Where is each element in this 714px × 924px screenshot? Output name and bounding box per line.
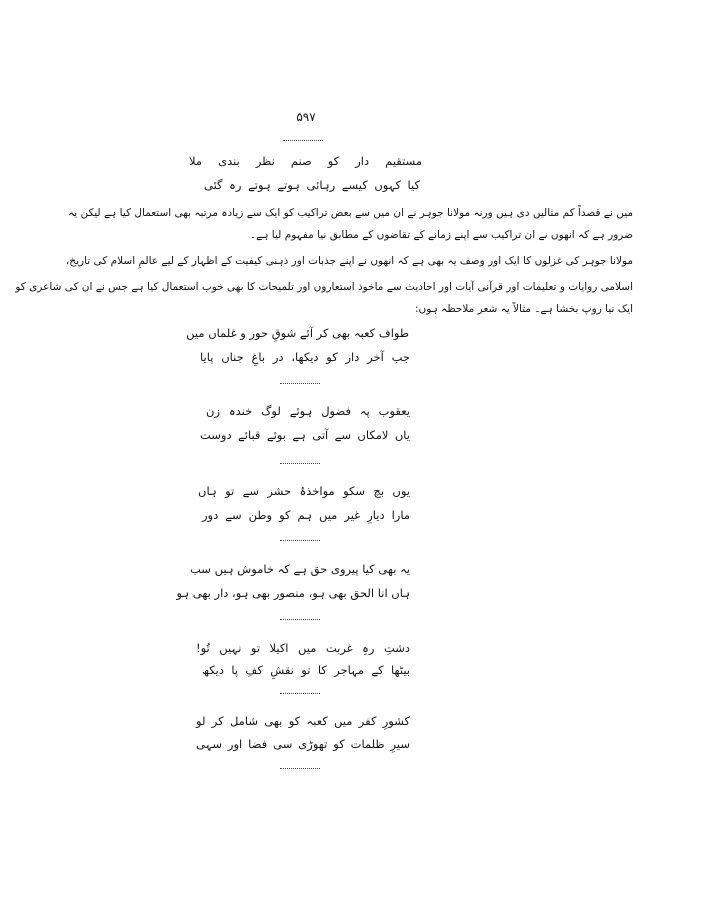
couplet-line: مارا دیارِ غیر میں ہم کو وطن سے دور [202, 508, 410, 522]
paragraph-line: ایک نیا روپ بخشا ہے۔ مثالاً یہ شعر ملاحظہ ہوں: [415, 303, 633, 315]
couplet-line: کشورِ کفر میں کعبہ کو بھی شامل کر لو [196, 714, 410, 728]
verse-separator [283, 140, 323, 143]
verse-separator [280, 693, 320, 696]
couplet-line: ہاں انا الحق بھی ہو، منصور بھی ہو، دار بھی ہو [176, 586, 410, 600]
verse-separator [280, 768, 320, 771]
couplet-line: سیرِ ظلمات کو تھوڑی سی فضا اور سہی [196, 737, 410, 751]
paragraph-line: مولانا جوہر کی غزلوں کا ایک اور وصف یہ بھی ہے کہ انھوں نے اپنے جذبات اور ذہنی کیفیت کے اظہار کے لیے عالمِ اسلام کی تاریخ، [65, 255, 633, 267]
verse-separator [280, 619, 320, 622]
couplet-line: طواف کعبہ بھی کر آئے شوقِ حور و غلماں میں [186, 326, 409, 340]
couplet-line: جب آخر دار کو دیکھا، در باغِ جناں پایا [200, 350, 410, 364]
verse-separator [280, 540, 320, 543]
couplet-line: مستقیم دار کو صنم نظر بندی ملا [189, 154, 422, 168]
page-number: ۵۹۷ [296, 110, 316, 124]
paragraph-line: اسلامی روایات و تعلیمات اور قرآنی آیات اور احادیث سے ماخوذ استعاروں اور تلمیحات کا بھی خوب استعمال کیا ہے جس نے ان کی شاعری کو [15, 281, 633, 293]
couplet-line: یعقوب پہ فضول ہوئے لوگ خندہ زن [206, 404, 410, 418]
couplet-line: دشتِ رہِ غربت میں اکیلا تو نہیں تُو! [196, 641, 410, 655]
couplet-line: یوں بچ سکو مواخذۂ حشر سے تو ہاں [198, 484, 410, 498]
couplet-line: یاں لامکاں سے آتی ہے بوئے قبائے دوست [200, 428, 410, 442]
paragraph-line: ضرور ہے کہ انھوں نے ان تراکیب سے اپنے زمانے کے تقاضوں کے مطابق نیا مفہوم لیا ہے۔ [250, 229, 633, 241]
verse-separator [280, 463, 320, 466]
verse-separator [280, 383, 320, 386]
couplet-line: بیٹھا کے مہاجر کا تو نقشِ کفِ پا دیکھ [202, 663, 410, 677]
couplet-line: کیا کہوں کیسے رہائی ہوتے ہوتے رہ گئی [204, 178, 420, 192]
couplet-line: یہ بھی کیا پیروی حق ہے کہ خاموش ہیں سب [190, 562, 410, 576]
paragraph-line: میں نے قصداً کم مثالیں دی ہیں ورنہ مولانا جوہر نے ان میں سے بعض تراکیب کو ایک سے زیادہ مرتبہ بھی استعمال کیا ہے لیکن یہ [68, 207, 633, 219]
